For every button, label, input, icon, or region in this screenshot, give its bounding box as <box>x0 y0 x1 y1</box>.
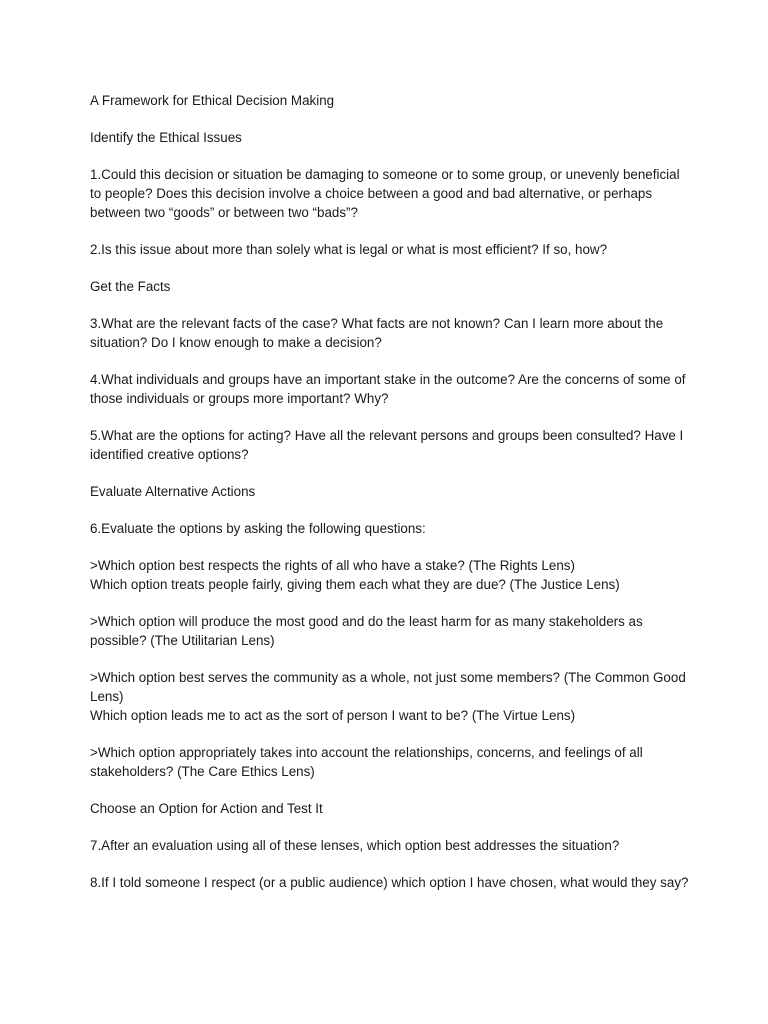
document-body <box>90 91 690 910</box>
lens-care: >Which option appropriately takes into account the relationships, concerns, and feelings of all stakeholders? (The Care Ethics Lens) <box>90 745 643 779</box>
section-heading-choose: Choose an Option for Action and Test It <box>90 801 323 816</box>
lens-utilitarian: >Which option will produce the most good and do the least harm for as many stakeholders as possible? (The Utilitarian Lens) <box>90 614 643 648</box>
question-8: 8.If I told someone I respect (or a public audience) which option I have chosen, what would they say? <box>90 875 689 890</box>
section-heading-evaluate: Evaluate Alternative Actions <box>90 484 256 499</box>
question-2: 2.Is this issue about more than solely what is legal or what is most efficient? If so, how? <box>90 242 608 257</box>
section-heading-identify: Identify the Ethical Issues <box>90 130 242 145</box>
question-5: 5.What are the options for acting? Have all the relevant persons and groups been consulted? Have I identified creative options? <box>90 428 684 462</box>
question-1: 1.Could this decision or situation be damaging to someone or to some group, or unevenly beneficial to people? Does this decision involve a choice between a good and bad alternative, or perhaps between two “goods” or between two “bads”? <box>90 167 680 220</box>
lens-justice: Which option treats people fairly, giving them each what they are due? (The Justice Lens) <box>90 577 620 592</box>
lens-rights: >Which option best respects the rights of all who have a stake? (The Rights Lens) <box>90 558 575 573</box>
question-7: 7.After an evaluation using all of these lenses, which option best addresses the situation? <box>90 838 620 853</box>
lens-common-good: >Which option best serves the community as a whole, not just some members? (The Common Good Lens) <box>90 670 686 704</box>
question-6: 6.Evaluate the options by asking the following questions: <box>90 521 426 536</box>
question-4: 4.What individuals and groups have an important stake in the outcome? Are the concerns of some of those individuals or groups more important? Why? <box>90 372 686 406</box>
section-heading-facts: Get the Facts <box>90 279 171 294</box>
document-title: A Framework for Ethical Decision Making <box>90 93 335 108</box>
lens-virtue: Which option leads me to act as the sort of person I want to be? (The Virtue Lens) <box>90 708 576 723</box>
question-3: 3.What are the relevant facts of the case? What facts are not known? Can I learn more about the situation? Do I know enough to make a decision? <box>90 316 664 350</box>
